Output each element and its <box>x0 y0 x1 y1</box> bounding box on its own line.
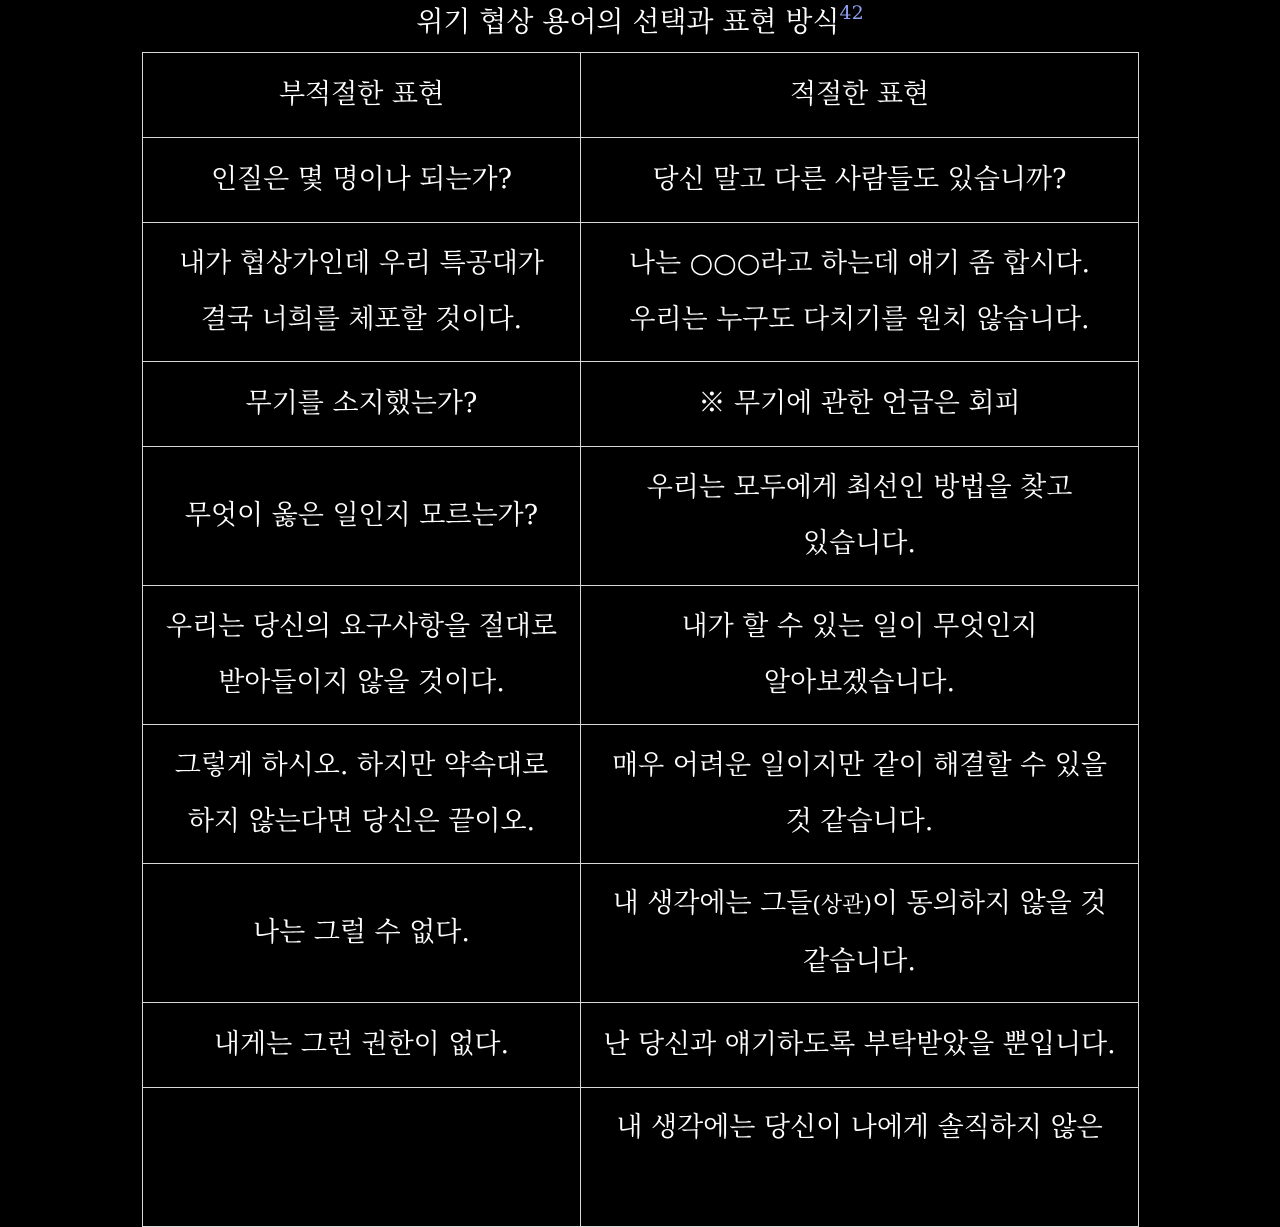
footnote-marker[interactable]: 42 <box>839 2 864 24</box>
inappropriate-cell: 내가 협상가인데 우리 특공대가 결국 너희를 체포할 것이다. <box>143 223 581 362</box>
table-row <box>143 1003 1139 1088</box>
appropriate-cell: 내 생각에는 당신이 나에게 솔직하지 않은 <box>581 1088 1139 1227</box>
inappropriate-cell: 우리는 당신의 요구사항을 절대로 받아들이지 않을 것이다. <box>143 586 581 725</box>
appropriate-cell: 우리는 모두에게 최선인 방법을 찾고 있습니다. <box>581 447 1139 586</box>
caption-title: 위기 협상 용어의 선택과 표현 방식 <box>416 5 840 38</box>
table-row <box>143 586 1139 725</box>
table-row <box>143 362 1139 447</box>
appropriate-cell <box>581 864 1139 1003</box>
appropriate-text-parenthetical: (상관) <box>812 893 872 918</box>
appropriate-cell: 내가 할 수 있는 일이 무엇인지 알아보겠습니다. <box>581 586 1139 725</box>
table-header-row <box>143 53 1139 138</box>
header-inappropriate: 부적절한 표현 <box>143 53 581 138</box>
appropriate-cell: ※ 무기에 관한 언급은 회피 <box>581 362 1139 447</box>
inappropriate-cell: 무엇이 옳은 일인지 모르는가? <box>143 447 581 586</box>
appropriate-text-end: 이 동의하지 않을 것 같습니다. <box>803 888 1107 977</box>
table-row <box>143 223 1139 362</box>
table-row <box>143 725 1139 864</box>
appropriate-cell: 매우 어려운 일이지만 같이 해결할 수 있을 것 같습니다. <box>581 725 1139 864</box>
inappropriate-cell: 그렇게 하시오. 하지만 약속대로 하지 않는다면 당신은 끝이오. <box>143 725 581 864</box>
inappropriate-cell: 인질은 몇 명이나 되는가? <box>143 138 581 223</box>
expression-comparison-table <box>142 52 1139 1227</box>
appropriate-cell: 난 당신과 얘기하도록 부탁받았을 뿐입니다. <box>581 1003 1139 1088</box>
inappropriate-cell: 나는 그럴 수 없다. <box>143 864 581 1003</box>
appropriate-text-start: 내 생각에는 그들 <box>612 888 813 919</box>
appropriate-cell: 나는 ○○○라고 하는데 얘기 좀 합시다. 우리는 누구도 다치기를 원치 않습니다. <box>581 223 1139 362</box>
inappropriate-cell <box>143 1088 581 1227</box>
header-appropriate: 적절한 표현 <box>581 53 1139 138</box>
table-row <box>143 447 1139 586</box>
table-row <box>143 864 1139 1003</box>
table-row <box>143 138 1139 223</box>
inappropriate-cell: 무기를 소지했는가? <box>143 362 581 447</box>
table-caption <box>0 0 1280 44</box>
table-row <box>143 1088 1139 1227</box>
inappropriate-cell: 내게는 그런 권한이 없다. <box>143 1003 581 1088</box>
appropriate-cell: 당신 말고 다른 사람들도 있습니까? <box>581 138 1139 223</box>
